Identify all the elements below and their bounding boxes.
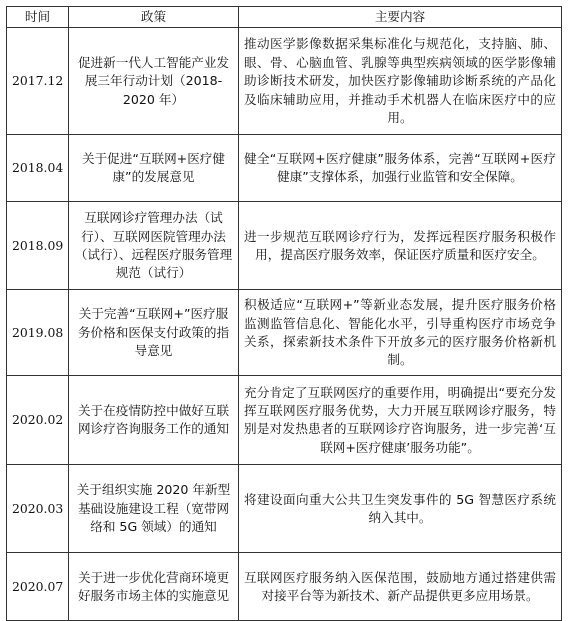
table-row (7, 376, 562, 465)
cell-policy: 促进新一代人工智能产业发展三年行动计划（2018-2020 年） (69, 28, 239, 135)
cell-time: 2018.04 (7, 135, 69, 202)
cell-policy: 关于进一步优化营商环境更好服务市场主体的实施意见 (69, 553, 239, 621)
cell-content: 进一步规范互联网诊疗行为，发挥远程医疗服务积极作用，提高医疗服务效率，保证医疗质量和医疗安全。 (239, 202, 562, 290)
table-row (7, 553, 562, 621)
cell-policy: 关于促进“互联网+医疗健康”的发展意见 (69, 135, 239, 202)
cell-content: 将建设面向重大公共卫生突发事件的 5G 智慧医疗系统纳入其中。 (239, 465, 562, 553)
cell-time: 2019.08 (7, 290, 69, 376)
cell-content: 充分肯定了互联网医疗的重要作用，明确提出“要充分发挥互联网医疗服务优势，大力开展互联网诊疗服务，特别是对发热患者的互联网诊疗咨询服务，进一步完善‘互联网+医疗健康’服务功能”。 (239, 376, 562, 465)
cell-content: 健全“互联网+医疗健康”服务体系，完善“互联网+医疗健康”支撑体系，加强行业监管和安全保障。 (239, 135, 562, 202)
policy-table (6, 6, 562, 621)
table-row (7, 135, 562, 202)
table-header-row (7, 7, 562, 28)
cell-policy: 关于完善“互联网+”医疗服务价格和医保支付政策的指导意见 (69, 290, 239, 376)
table-row (7, 28, 562, 135)
cell-time: 2017.12 (7, 28, 69, 135)
cell-content: 积极适应“互联网+”等新业态发展，提升医疗服务价格监测监管信息化、智能化水平，引导重构医疗市场竞争关系，探索新技术条件下开放多元的医疗服务价格新机制。 (239, 290, 562, 376)
header-policy: 政策 (69, 7, 239, 28)
cell-time: 2020.02 (7, 376, 69, 465)
table-row (7, 465, 562, 553)
table-row (7, 202, 562, 290)
cell-policy: 关于组织实施 2020 年新型基础设施建设工程（宽带网络和 5G 领域）的通知 (69, 465, 239, 553)
cell-time: 2018.09 (7, 202, 69, 290)
header-content: 主要内容 (239, 7, 562, 28)
cell-time: 2020.03 (7, 465, 69, 553)
cell-content: 推动医学影像数据采集标准化与规范化，支持脑、肺、眼、骨、心脑血管、乳腺等典型疾病领域的医学影像辅助诊断技术研发，加快医疗影像辅助诊断系统的产品化及临床辅助应用，并推动手术机器人在临床医疗中的应用。 (239, 28, 562, 135)
cell-content: 互联网医疗服务纳入医保范围，鼓励地方通过搭建供需对接平台等为新技术、新产品提供更多应用场景。 (239, 553, 562, 621)
header-time: 时间 (7, 7, 69, 28)
cell-policy: 关于在疫情防控中做好互联网诊疗咨询服务工作的通知 (69, 376, 239, 465)
table-row (7, 290, 562, 376)
cell-policy: 互联网诊疗管理办法（试行）、互联网医院管理办法（试行）、远程医疗服务管理规范（试行） (69, 202, 239, 290)
cell-time: 2020.07 (7, 553, 69, 621)
